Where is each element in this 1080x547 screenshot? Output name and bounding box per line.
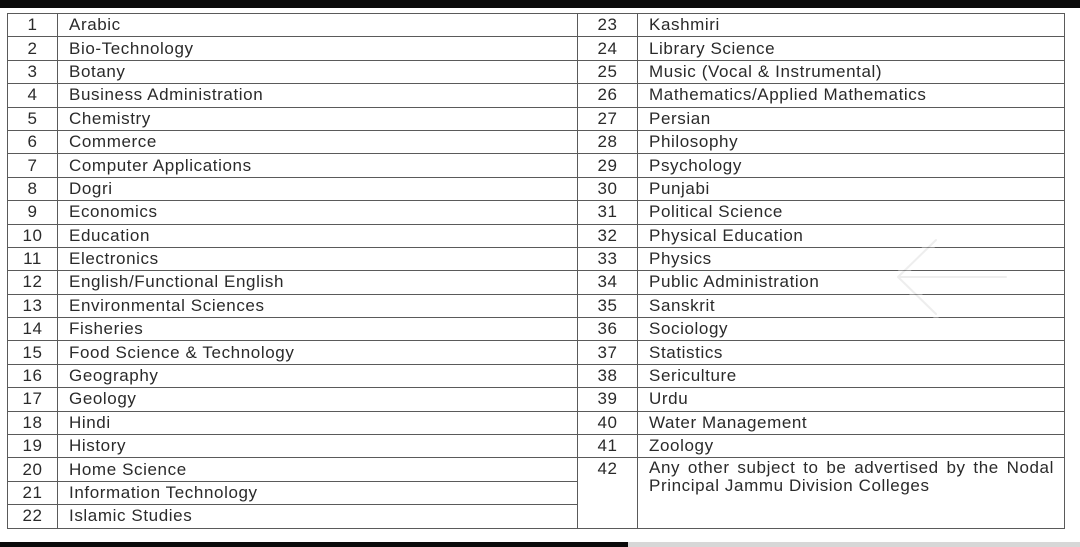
subject-name: English/Functional English (58, 271, 578, 294)
subject-name: Geography (58, 364, 578, 387)
table-row (8, 411, 1065, 434)
serial-number: 20 (8, 458, 58, 481)
subject-name: Information Technology (58, 481, 578, 504)
serial-number: 36 (578, 318, 638, 341)
serial-number: 27 (578, 107, 638, 130)
serial-number: 28 (578, 130, 638, 153)
subject-name: Statistics (638, 341, 1065, 364)
subject-name: Dogri (58, 177, 578, 200)
serial-number: 1 (8, 14, 58, 37)
table-row (8, 458, 1065, 481)
subject-name: Sociology (638, 318, 1065, 341)
table-row (8, 37, 1065, 60)
table-row (8, 177, 1065, 200)
serial-number: 22 (8, 505, 58, 528)
serial-number: 9 (8, 201, 58, 224)
serial-number: 23 (578, 14, 638, 37)
bottom-border-bar-light (628, 542, 1080, 547)
serial-number: 33 (578, 247, 638, 270)
serial-number: 18 (8, 411, 58, 434)
subject-name: Arabic (58, 14, 578, 37)
table-row (8, 130, 1065, 153)
subject-name: Commerce (58, 130, 578, 153)
table-row (8, 364, 1065, 387)
subject-name: Environmental Sciences (58, 294, 578, 317)
table-row (8, 107, 1065, 130)
subject-name: Business Administration (58, 84, 578, 107)
serial-number: 29 (578, 154, 638, 177)
serial-number: 30 (578, 177, 638, 200)
subject-name: Physical Education (638, 224, 1065, 247)
subject-name: Political Science (638, 201, 1065, 224)
serial-number: 12 (8, 271, 58, 294)
serial-number: 42 (578, 458, 638, 528)
table-row (8, 435, 1065, 458)
serial-number: 4 (8, 84, 58, 107)
serial-number: 24 (578, 37, 638, 60)
subject-name: Geology (58, 388, 578, 411)
table-row (8, 341, 1065, 364)
back-arrow-icon (888, 232, 1018, 322)
table-row (8, 201, 1065, 224)
table-row (8, 60, 1065, 83)
subject-name: Music (Vocal & Instrumental) (638, 60, 1065, 83)
serial-number: 10 (8, 224, 58, 247)
subject-name: Psychology (638, 154, 1065, 177)
subject-name: History (58, 435, 578, 458)
subject-name-note: Any other subject to be advertised by the Nodal Principal Jammu Division Colleges (638, 458, 1065, 528)
subject-name: Physics (638, 247, 1065, 270)
subject-name: Chemistry (58, 107, 578, 130)
serial-number: 21 (8, 481, 58, 504)
serial-number: 37 (578, 341, 638, 364)
serial-number: 25 (578, 60, 638, 83)
subject-name: Hindi (58, 411, 578, 434)
subject-name: Philosophy (638, 130, 1065, 153)
top-border-bar (0, 0, 1080, 8)
serial-number: 7 (8, 154, 58, 177)
subject-name: Zoology (638, 435, 1065, 458)
serial-number: 6 (8, 130, 58, 153)
subject-name: Computer Applications (58, 154, 578, 177)
subject-name: Food Science & Technology (58, 341, 578, 364)
serial-number: 34 (578, 271, 638, 294)
table-row (8, 388, 1065, 411)
subject-name: Education (58, 224, 578, 247)
subject-name: Sanskrit (638, 294, 1065, 317)
subject-name: Mathematics/Applied Mathematics (638, 84, 1065, 107)
subject-name: Sericulture (638, 364, 1065, 387)
serial-number: 17 (8, 388, 58, 411)
serial-number: 3 (8, 60, 58, 83)
serial-number: 2 (8, 37, 58, 60)
serial-number: 16 (8, 364, 58, 387)
serial-number: 26 (578, 84, 638, 107)
serial-number: 15 (8, 341, 58, 364)
serial-number: 5 (8, 107, 58, 130)
subject-name: Economics (58, 201, 578, 224)
serial-number: 35 (578, 294, 638, 317)
table-row (8, 154, 1065, 177)
subject-name: Islamic Studies (58, 505, 578, 528)
serial-number: 19 (8, 435, 58, 458)
subject-name: Home Science (58, 458, 578, 481)
subject-name: Botany (58, 60, 578, 83)
serial-number: 41 (578, 435, 638, 458)
serial-number: 31 (578, 201, 638, 224)
subject-name: Kashmiri (638, 14, 1065, 37)
subject-name: Persian (638, 107, 1065, 130)
subject-name: Public Administration (638, 271, 1065, 294)
serial-number: 11 (8, 247, 58, 270)
subject-name: Library Science (638, 37, 1065, 60)
serial-number: 39 (578, 388, 638, 411)
subject-name: Urdu (638, 388, 1065, 411)
serial-number: 38 (578, 364, 638, 387)
serial-number: 40 (578, 411, 638, 434)
serial-number: 13 (8, 294, 58, 317)
subject-name: Water Management (638, 411, 1065, 434)
subject-name: Bio-Technology (58, 37, 578, 60)
serial-number: 14 (8, 318, 58, 341)
subject-name: Fisheries (58, 318, 578, 341)
table-row (8, 84, 1065, 107)
subject-name: Electronics (58, 247, 578, 270)
subject-name: Punjabi (638, 177, 1065, 200)
table-row (8, 14, 1065, 37)
serial-number: 8 (8, 177, 58, 200)
serial-number: 32 (578, 224, 638, 247)
